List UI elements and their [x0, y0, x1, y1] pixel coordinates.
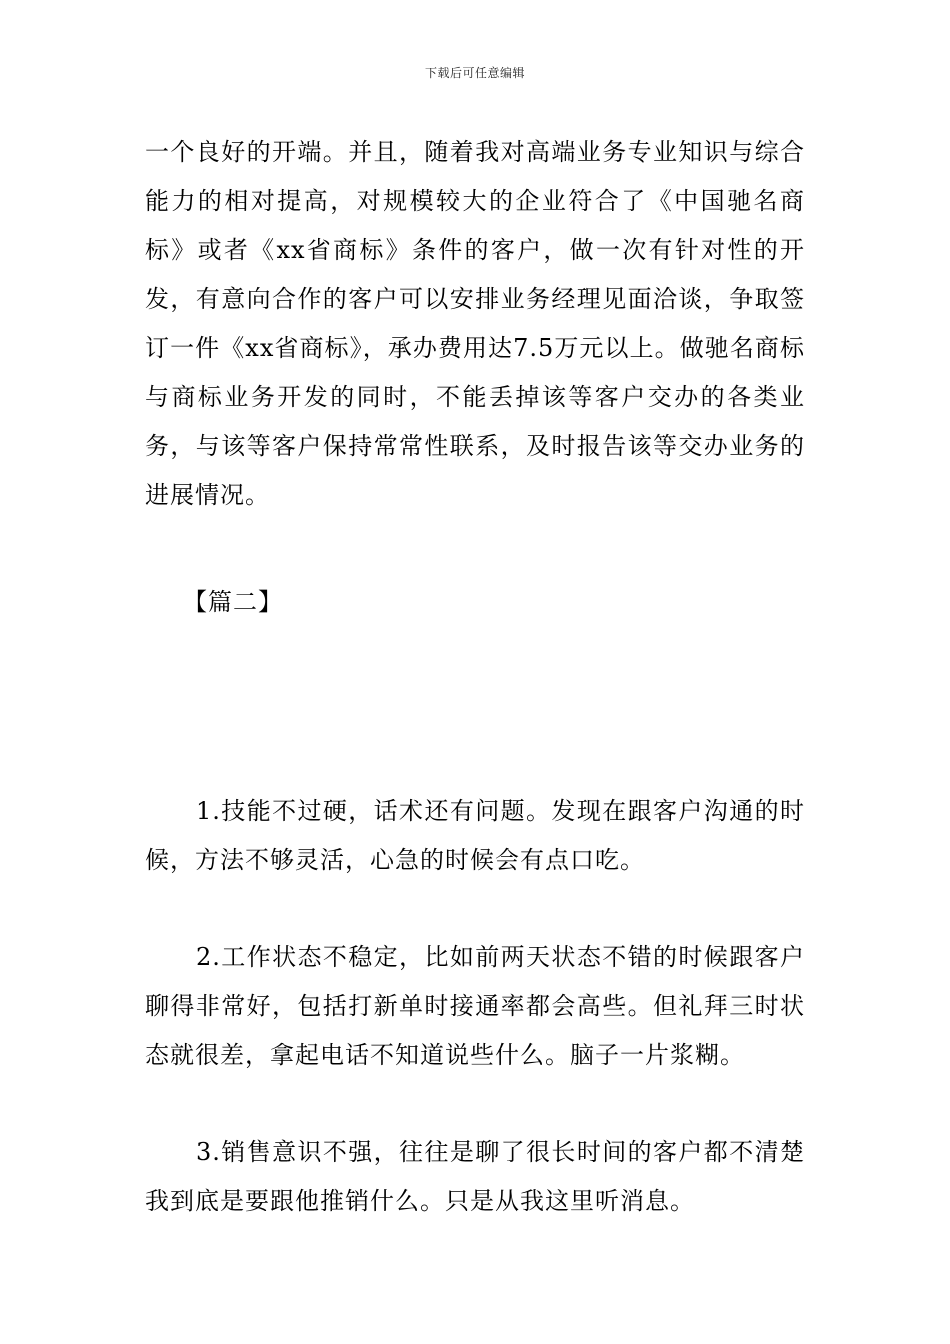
document-body [145, 128, 805, 1226]
paragraph-continuation: 一个良好的开端。并且，随着我对高端业务专业知识与综合能力的相对提高，对规模较大的企业符合了《中国驰名商标》或者《xx省商标》条件的客户，做一次有针对性的开发，有意向合作的客户可以安排业务经理见面洽谈，争取签订一件《xx省商标》，承办费用达7.5万元以上。做驰名商标与商标业务开发的同时，不能丢掉该等客户交办的各类业务，与该等客户保持常常性联系，及时报告该等交办业务的进展情况。 [145, 138, 805, 509]
paragraph-item-2: 2.工作状态不稳定，比如前两天状态不错的时候跟客户聊得非常好，包括打新单时接通率都会高些。但礼拜三时状态就很差，拿起电话不知道说些什么。脑子一片浆糊。 [145, 943, 805, 1069]
section-heading: 【篇二】 [183, 588, 283, 616]
page-header: 下载后可任意编辑 [424, 66, 525, 80]
paragraph-item-1: 1.技能不过硬，话术还有问题。发现在跟客户沟通的时候，方法不够灵活，心急的时候会有点口吃。 [145, 797, 805, 874]
paragraph-item-3: 3.销售意识不强，往往是聊了很长时间的客户都不清楚我到底是要跟他推销什么。只是从我这里听消息。 [145, 1138, 805, 1215]
